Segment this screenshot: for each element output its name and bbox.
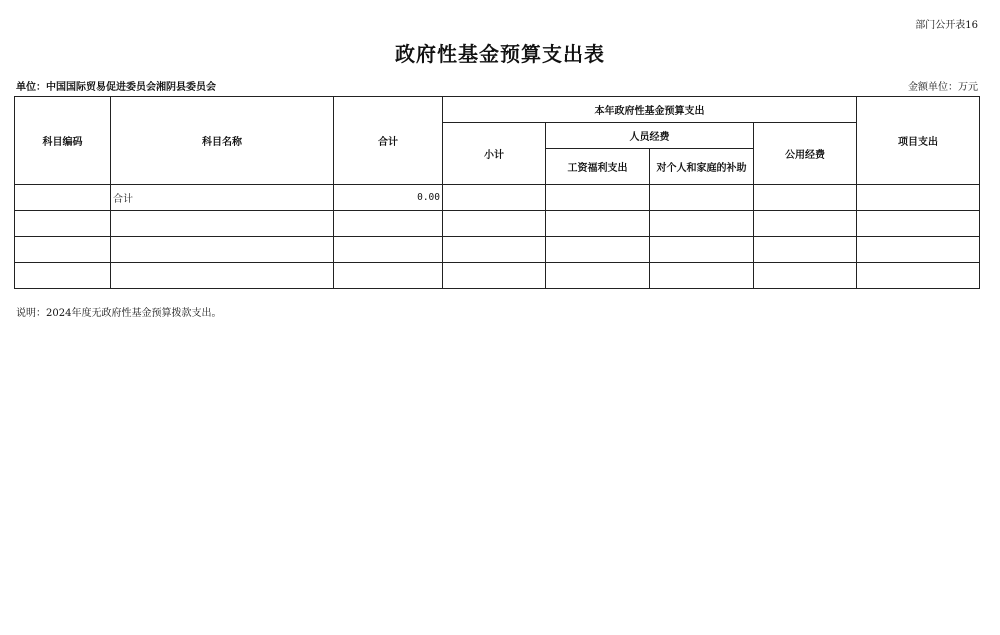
header-subsidy: 对个人和家庭的补助 bbox=[650, 149, 754, 185]
cell-code bbox=[15, 237, 111, 263]
cell-code bbox=[15, 185, 111, 211]
table-row bbox=[15, 263, 980, 289]
footnote: 说明：2024年度无政府性基金预算拨款支出。 bbox=[16, 308, 222, 319]
cell-total bbox=[334, 211, 443, 237]
cell-total bbox=[334, 237, 443, 263]
cell-subtotal bbox=[443, 263, 546, 289]
header-personnel: 人员经费 bbox=[546, 123, 754, 149]
cell-subtotal bbox=[443, 185, 546, 211]
cell-name bbox=[111, 211, 334, 237]
cell-subsidy bbox=[650, 237, 754, 263]
cell-salary bbox=[546, 185, 650, 211]
cell-total bbox=[334, 263, 443, 289]
header-code: 科目编码 bbox=[15, 97, 111, 185]
cell-subtotal bbox=[443, 237, 546, 263]
cell-total: 0.00 bbox=[334, 185, 443, 211]
cell-public bbox=[754, 263, 857, 289]
cell-name bbox=[111, 237, 334, 263]
cell-subtotal bbox=[443, 211, 546, 237]
reporting-unit: 单位：中国国际贸易促进委员会湘阴县委员会 bbox=[16, 82, 216, 93]
cell-public bbox=[754, 211, 857, 237]
cell-subsidy bbox=[650, 185, 754, 211]
amount-unit: 金额单位：万元 bbox=[908, 82, 978, 93]
cell-project bbox=[857, 185, 980, 211]
cell-code bbox=[15, 211, 111, 237]
cell-code bbox=[15, 263, 111, 289]
header-subtotal: 小计 bbox=[443, 123, 546, 185]
header-project: 项目支出 bbox=[857, 97, 980, 185]
header-current-year: 本年政府性基金预算支出 bbox=[443, 97, 857, 123]
header-public: 公用经费 bbox=[754, 123, 857, 185]
table-row bbox=[15, 185, 980, 211]
form-number: 部门公开表16 bbox=[915, 20, 978, 31]
cell-name: 合计 bbox=[111, 185, 334, 211]
header-name: 科目名称 bbox=[111, 97, 334, 185]
cell-project bbox=[857, 237, 980, 263]
cell-subsidy bbox=[650, 211, 754, 237]
cell-name bbox=[111, 263, 334, 289]
cell-salary bbox=[546, 211, 650, 237]
cell-salary bbox=[546, 237, 650, 263]
cell-public bbox=[754, 237, 857, 263]
table-row bbox=[15, 237, 980, 263]
header-salary: 工资福利支出 bbox=[546, 149, 650, 185]
cell-subsidy bbox=[650, 263, 754, 289]
budget-table bbox=[14, 96, 980, 289]
cell-salary bbox=[546, 263, 650, 289]
cell-project bbox=[857, 211, 980, 237]
page-title: 政府性基金预算支出表 bbox=[395, 42, 605, 66]
header-total: 合计 bbox=[334, 97, 443, 185]
cell-project bbox=[857, 263, 980, 289]
cell-public bbox=[754, 185, 857, 211]
table-row bbox=[15, 211, 980, 237]
